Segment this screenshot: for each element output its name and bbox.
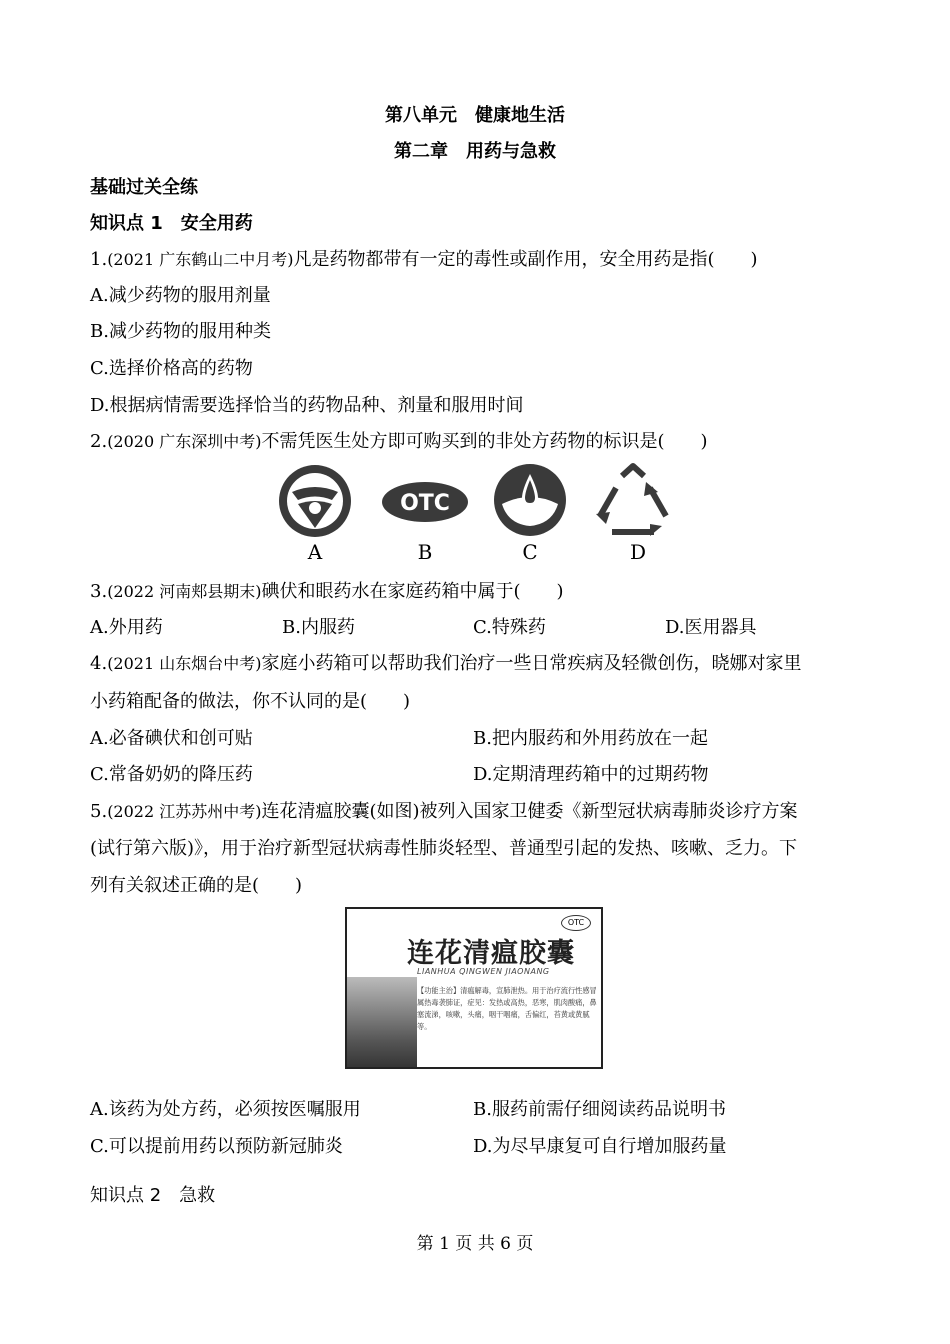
q4-option-b: B.把内服药和外用药放在一起 [473, 728, 708, 749]
logo-label-b: B [417, 540, 433, 564]
q3-source: (2022 河南郏县期末) [107, 582, 262, 601]
q1-source: (2021 广东鹤山二中月考) [107, 250, 294, 269]
q5-options-row1 [90, 1098, 870, 1122]
box-pinyin: LIANHUA QINGWEN JIAONANG [417, 967, 550, 976]
box-otc-badge: OTC [561, 915, 591, 931]
question-3 [90, 580, 564, 604]
medicine-box-image [345, 907, 603, 1069]
q4-options-row1 [90, 727, 870, 751]
logo-options [270, 460, 690, 570]
q4-stem-2: 小药箱配备的做法，你不认同的是( ) [90, 691, 411, 712]
q4-option-d: D.定期清理药箱中的过期药物 [473, 764, 709, 785]
q2-stem: 不需凭医生处方即可购买到的非处方药物的标识是( ) [261, 431, 708, 452]
q5-option-c: C.可以提前用药以预防新冠肺炎 [90, 1136, 343, 1157]
question-4 [90, 652, 801, 676]
q3-option-a: A.外用药 [90, 617, 163, 638]
q3-number: 3. [90, 581, 108, 602]
box-indications: 【功能主治】清瘟解毒，宣肺泄热。用于治疗流行性感冒属热毒袭肺证，症见：发热或高热，恶寒，肌肉酸痛，鼻塞流涕，咳嗽，头痛，咽干咽痛，舌偏红，苔黄或黄腻等。 [417, 986, 597, 1031]
quality-mark-icon [276, 462, 354, 540]
knowledge-point-2: 知识点 2 急救 [90, 1185, 216, 1206]
logo-label-d: D [629, 540, 647, 564]
q2-number: 2. [90, 431, 108, 452]
q5-number: 5. [90, 801, 108, 822]
q3-stem: 碘伏和眼药水在家庭药箱中属于( ) [261, 581, 564, 602]
svg-text:OTC: OTC [400, 491, 450, 516]
q1-option-d: D.根据病情需要选择恰当的药物品种、剂量和服用时间 [90, 395, 524, 416]
question-5 [90, 800, 798, 824]
logo-label-a: A [307, 540, 323, 564]
q4-number: 4. [90, 653, 108, 674]
q4-source: (2021 山东烟台中考) [107, 654, 262, 673]
q5-option-d: D.为尽早康复可自行增加服药量 [473, 1136, 727, 1157]
q5-stem-1: 连花清瘟胶囊(如图)被列入国家卫健委《新型冠状病毒肺炎诊疗方案 [261, 801, 798, 822]
q5-option-a: A.该药为处方药，必须按医嘱服用 [90, 1099, 361, 1120]
box-product-name: 连花清瘟胶囊 [407, 938, 575, 969]
q3-option-b: B.内服药 [282, 617, 355, 638]
q4-option-a: A.必备碘伏和创可贴 [90, 728, 253, 749]
q5-source: (2022 江苏苏州中考) [107, 802, 262, 821]
q5-stem-2: (试行第六版)》，用于治疗新型冠状病毒性肺炎轻型、普通型引起的发热、咳嗽、乏力。下 [90, 838, 798, 859]
q1-option-a: A.减少药物的服用剂量 [90, 285, 271, 306]
q1-option-c: C.选择价格高的药物 [90, 358, 253, 379]
page-footer: 第 1 页 共 6 页 [416, 1234, 534, 1254]
q4-option-c: C.常备奶奶的降压药 [90, 764, 253, 785]
question-1 [90, 248, 758, 272]
logo-label-c: C [522, 540, 538, 564]
otc-icon [380, 480, 470, 524]
question-2 [90, 430, 708, 454]
q3-option-c: C.特殊药 [473, 617, 546, 638]
q5-options-row2 [90, 1135, 870, 1159]
section-heading: 基础过关全练 [90, 177, 198, 198]
q5-stem-3: 列有关叙述正确的是( ) [90, 875, 303, 896]
knowledge-point-1: 知识点 1 安全用药 [90, 213, 253, 234]
q3-option-d: D.医用器具 [665, 617, 757, 638]
q2-source: (2020 广东深圳中考) [107, 432, 262, 451]
q3-options [90, 616, 870, 640]
q4-stem-1: 家庭小药箱可以帮助我们治疗一些日常疾病及轻微创伤，晓娜对家里 [261, 653, 802, 674]
chapter-title: 第二章 用药与急救 [394, 141, 556, 162]
q5-option-b: B.服药前需仔细阅读药品说明书 [473, 1099, 726, 1120]
q4-options-row2 [90, 763, 870, 787]
q1-stem: 凡是药物都带有一定的毒性或副作用，安全用药是指( ) [293, 249, 758, 270]
drop-circle-icon [492, 462, 568, 538]
recycle-icon [592, 462, 674, 538]
q1-option-b: B.减少药物的服用种类 [90, 321, 271, 342]
unit-title: 第八单元 健康地生活 [385, 105, 565, 126]
herb-illustration [347, 977, 417, 1069]
q1-number: 1. [90, 249, 108, 270]
